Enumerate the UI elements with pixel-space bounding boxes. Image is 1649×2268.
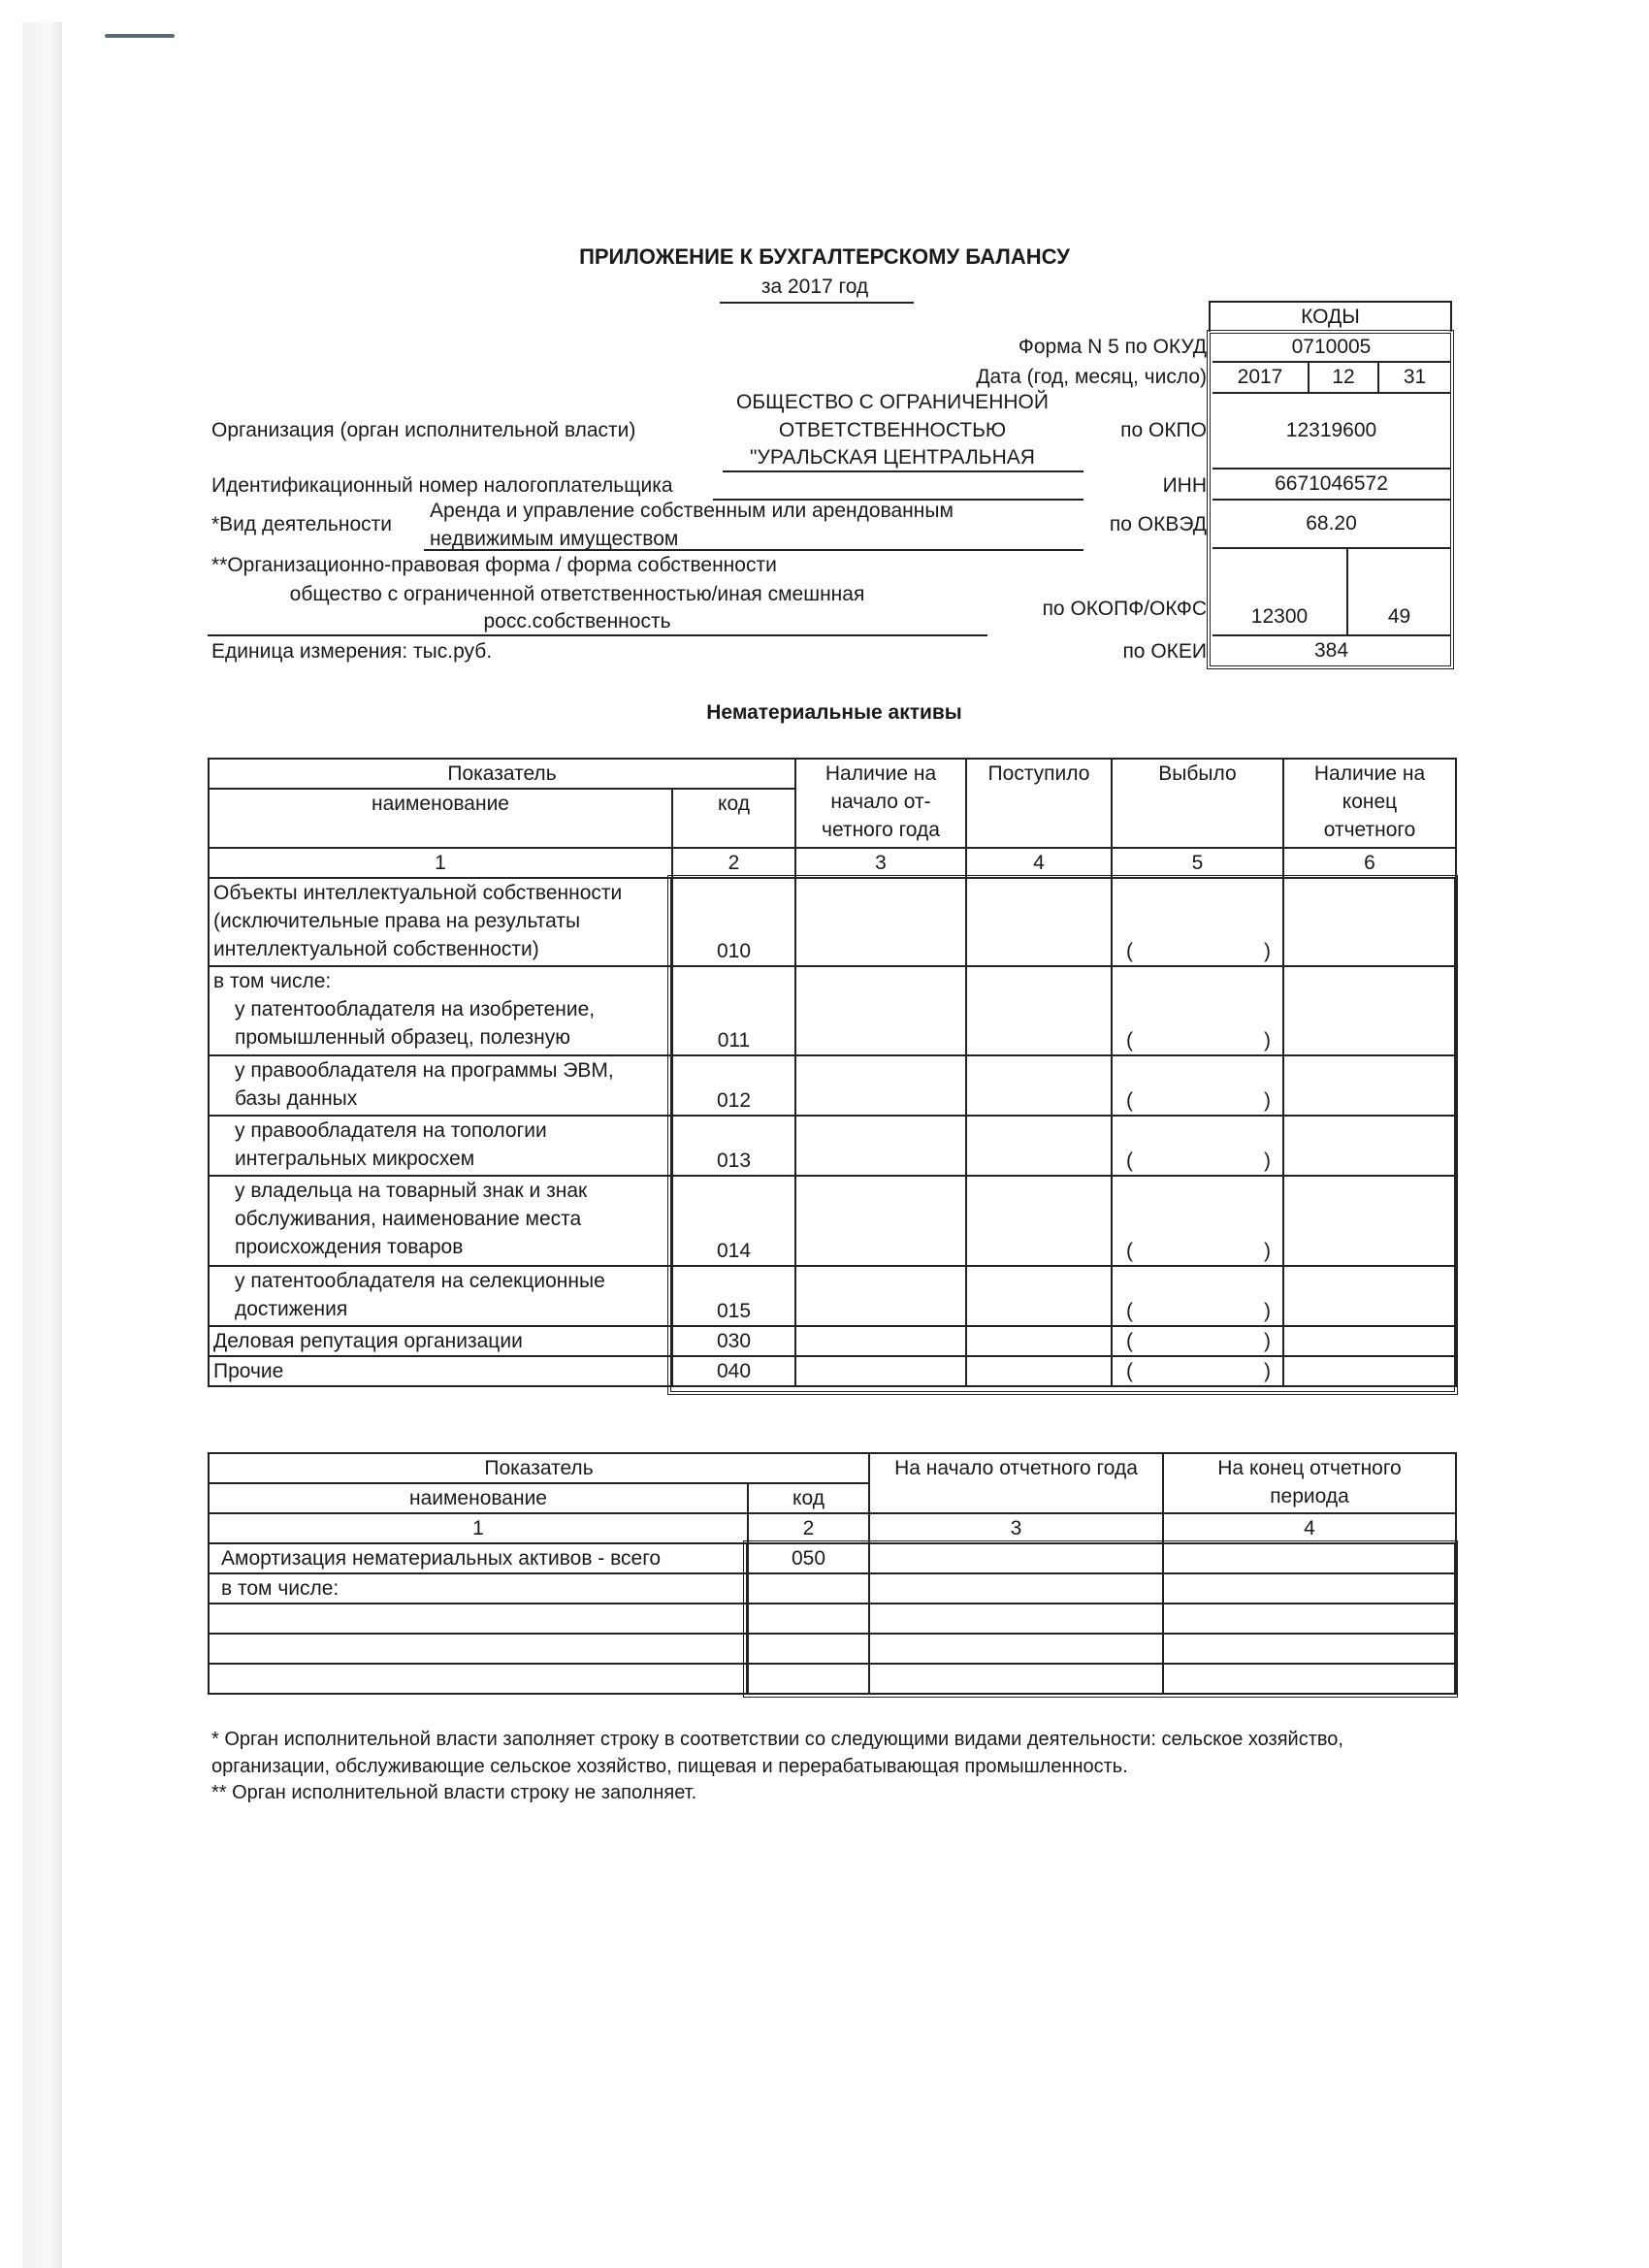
row-code: 013 (672, 1116, 795, 1176)
org-name-line3: "УРАЛЬСКАЯ ЦЕНТРАЛЬНАЯ (750, 446, 1035, 469)
legal-form-label: **Организационно-правовая форма / форма собственности (211, 554, 777, 576)
row-code: 015 (672, 1266, 795, 1326)
row-name (209, 1176, 672, 1266)
row-code[interactable] (748, 1604, 869, 1634)
cell-disposed[interactable] (1112, 1326, 1283, 1356)
col-number: 4 (1163, 1513, 1456, 1543)
page-title: ПРИЛОЖЕНИЕ К БУХГАЛТЕРСКОМУ БАЛАНСУ (579, 244, 1070, 269)
header-indicator: Показатель (209, 1453, 869, 1483)
okfs-value: 49 (1387, 605, 1411, 628)
row-code: 050 (748, 1543, 869, 1573)
okud-code (1212, 334, 1450, 363)
okei-code (1212, 636, 1450, 665)
row-code: 030 (672, 1326, 795, 1356)
row-name: Амортизация нематериальных активов - всего (209, 1543, 748, 1573)
header-end-l2: конец (1342, 791, 1398, 813)
okpo-label: по ОКПО (1120, 419, 1207, 441)
row-name[interactable] (209, 1664, 748, 1694)
header-end-l3: отчетного (1323, 819, 1416, 841)
cell-received[interactable] (966, 1176, 1112, 1266)
amortization-table (208, 1452, 1457, 1695)
row-name-line: у владельца на товарный знак и знак (235, 1180, 588, 1202)
col-number: 1 (209, 1513, 748, 1543)
table-row (209, 1573, 1456, 1604)
cell-end[interactable] (1163, 1604, 1456, 1634)
staple-mark (105, 34, 175, 38)
header-code: код (748, 1483, 869, 1513)
date-label: Дата (год, месяц, число) (976, 366, 1207, 388)
okopf-code (1212, 549, 1348, 636)
row-name-line: происхождения товаров (235, 1236, 464, 1258)
period-underline (720, 302, 914, 304)
cell-start[interactable] (869, 1573, 1163, 1604)
inn-field-label: Идентификационный номер налогоплательщика (211, 474, 673, 497)
cell-start[interactable] (795, 966, 966, 1055)
header-end (1283, 759, 1456, 848)
table-row (209, 878, 1456, 966)
col-number: 2 (672, 848, 795, 878)
header-start (795, 759, 966, 848)
cell-end[interactable] (1283, 1326, 1456, 1356)
row-name-line: обслуживания, наименование места (235, 1208, 582, 1230)
scan-edge-shadow (22, 22, 62, 2268)
cell-start[interactable] (795, 1326, 966, 1356)
header-name: наименование (209, 1483, 748, 1513)
row-name: Прочие (209, 1356, 672, 1386)
org-label: Организация (орган исполнительной власти) (211, 419, 636, 441)
cell-disposed[interactable] (1112, 878, 1283, 966)
org-name-line1: ОБЩЕСТВО С ОГРАНИЧЕННОЙ (736, 391, 1049, 413)
date-day-value: 31 (1403, 366, 1427, 388)
col-number: 2 (748, 1513, 869, 1543)
table-row (209, 1116, 1456, 1176)
table-row (209, 1604, 1456, 1634)
okved-value: 68.20 (1306, 512, 1357, 535)
okud-value: 0710005 (1291, 336, 1372, 358)
col-number: 3 (869, 1513, 1163, 1543)
table-row (209, 1664, 1456, 1694)
okopf-label: по ОКОПФ/ОКФС (1042, 598, 1207, 620)
col-number: 6 (1283, 848, 1456, 878)
col-number: 5 (1112, 848, 1283, 878)
cell-end[interactable] (1283, 1266, 1456, 1326)
col-number: 1 (209, 848, 672, 878)
date-year-value: 2017 (1237, 366, 1283, 388)
row-code (748, 1573, 869, 1604)
activity-label: *Вид деятельности (211, 513, 392, 535)
paren-close: ) (1264, 940, 1271, 962)
header-start-l3: четного года (822, 819, 940, 841)
okpo-code (1212, 394, 1450, 470)
row-code: 014 (672, 1176, 795, 1266)
intangible-assets-table (208, 758, 1457, 1387)
cell-start[interactable] (795, 1116, 966, 1176)
cell-start[interactable] (795, 1266, 966, 1326)
inn-value: 6671046572 (1275, 472, 1388, 495)
header-indicator: Показатель (209, 759, 795, 789)
cell-disposed[interactable] (1112, 1266, 1283, 1326)
paren-close: ) (1264, 1360, 1271, 1382)
okei-value: 384 (1313, 639, 1349, 662)
cell-start[interactable] (869, 1634, 1163, 1664)
section-title: Нематериальные активы (706, 701, 962, 724)
table-row (209, 1266, 1456, 1326)
row-name-line: у патентообладателя на изобретение, (235, 998, 596, 1021)
okopf-value: 12300 (1250, 605, 1309, 628)
okud-label: Форма N 5 по ОКУД (1018, 336, 1207, 358)
row-name-line: достижения (235, 1298, 348, 1320)
row-name (209, 1055, 672, 1116)
cell-start[interactable] (795, 1055, 966, 1116)
cell-end[interactable] (1283, 966, 1456, 1055)
paren-open: ( (1126, 1150, 1133, 1172)
row-name-line: Объекты интеллектуальной собственности (213, 882, 623, 904)
paren-close: ) (1264, 1330, 1271, 1352)
cell-end[interactable] (1283, 1116, 1456, 1176)
table-row (209, 1356, 1456, 1386)
row-name: Деловая репутация организации (209, 1326, 672, 1356)
footnote-1-line2: организации, обслуживающие сельское хозяйство, пищевая и перерабатывающая промышленность. (211, 1756, 1128, 1777)
row-name-line: в том числе: (213, 970, 332, 992)
cell-start[interactable] (869, 1543, 1163, 1573)
legal-form-line1: общество с ограниченной ответственностью/иная смешнная (289, 583, 865, 605)
cell-disposed[interactable] (1112, 1176, 1283, 1266)
header-end (1163, 1453, 1456, 1513)
activity-line1: Аренда и управление собственным или арендованным (430, 500, 954, 522)
cell-end[interactable] (1283, 878, 1456, 966)
paren-open: ( (1126, 940, 1133, 962)
cell-end[interactable] (1163, 1664, 1456, 1694)
cell-received[interactable] (966, 878, 1112, 966)
row-name-line: у правообладателя на топологии (235, 1119, 547, 1142)
row-code[interactable] (748, 1634, 869, 1664)
table-row (209, 1176, 1456, 1266)
activity-underline (424, 549, 1083, 551)
row-code: 012 (672, 1055, 795, 1116)
row-name-line: у патентообладателя на селекционные (235, 1270, 605, 1292)
cell-disposed[interactable] (1112, 1356, 1283, 1386)
row-name (209, 1266, 672, 1326)
cell-end[interactable] (1163, 1573, 1456, 1604)
cell-received[interactable] (966, 1055, 1112, 1116)
paren-open: ( (1126, 1089, 1133, 1112)
row-name: в том числе: (209, 1573, 748, 1604)
paren-close: ) (1264, 1029, 1271, 1052)
cell-start[interactable] (869, 1664, 1163, 1694)
okved-code (1212, 501, 1450, 549)
table-row (209, 1543, 1456, 1573)
row-name-line: (исключительные права на результаты (213, 910, 581, 932)
date-month (1310, 363, 1379, 394)
header-end-l2: периода (1270, 1485, 1349, 1507)
cell-received[interactable] (966, 1356, 1112, 1386)
row-name (209, 1116, 672, 1176)
table-row (209, 1055, 1456, 1116)
cell-start[interactable] (795, 1176, 966, 1266)
cell-end[interactable] (1163, 1634, 1456, 1664)
cell-start[interactable] (795, 1356, 966, 1386)
row-name-line: у правообладателя на программы ЭВМ, (235, 1059, 614, 1082)
cell-disposed[interactable] (1112, 1055, 1283, 1116)
cell-end[interactable] (1283, 1176, 1456, 1266)
codes-header (1209, 301, 1452, 332)
paren-open: ( (1126, 1240, 1133, 1262)
date-year (1212, 363, 1310, 394)
col-number: 4 (966, 848, 1112, 878)
header-end-l1: Наличие на (1313, 762, 1426, 785)
activity-line2: недвижимым имуществом (430, 528, 679, 550)
org-name-line2: ОТВЕТСТВЕННОСТЬЮ (778, 419, 1007, 441)
date-month-value: 12 (1332, 366, 1355, 388)
header-start-l2: начало от- (830, 791, 931, 813)
table-row (209, 1326, 1456, 1356)
cell-disposed[interactable] (1112, 966, 1283, 1055)
table-row (209, 966, 1456, 1055)
row-code: 040 (672, 1356, 795, 1386)
cell-received[interactable] (966, 1326, 1112, 1356)
legal-form-underline (208, 634, 987, 636)
row-name (209, 966, 672, 1055)
footnote-1-line1: * Орган исполнительной власти заполняет строку в соответствии со следующими видами деятельности: сельское хозяйство, (211, 1729, 1343, 1750)
codes-header-label: КОДЫ (1301, 306, 1360, 328)
row-name[interactable] (209, 1634, 748, 1664)
cell-end[interactable] (1163, 1543, 1456, 1573)
date-day (1379, 363, 1450, 394)
col-number: 3 (795, 848, 966, 878)
header-name: наименование (209, 789, 672, 848)
paren-close: ) (1264, 1240, 1271, 1262)
cell-received[interactable] (966, 1116, 1112, 1176)
paren-close: ) (1264, 1150, 1271, 1172)
paren-open: ( (1126, 1330, 1133, 1352)
header-code: код (672, 789, 795, 848)
row-code: 010 (672, 878, 795, 966)
cell-disposed[interactable] (1112, 1116, 1283, 1176)
header-disposed: Выбыло (1112, 759, 1283, 848)
table-row (209, 1634, 1456, 1664)
row-name[interactable] (209, 1604, 748, 1634)
report-period: за 2017 год (760, 275, 869, 298)
inn-code (1212, 470, 1450, 501)
row-name-line: интеллектуальной собственности) (213, 938, 539, 960)
row-name-line: базы данных (235, 1087, 358, 1110)
cell-received[interactable] (966, 966, 1112, 1055)
paren-open: ( (1126, 1300, 1133, 1322)
header-start: На начало отчетного года (869, 1453, 1163, 1513)
okfs-code (1348, 549, 1450, 636)
header-end-l1: На конец отчетного (1217, 1457, 1402, 1479)
cell-received[interactable] (966, 1266, 1112, 1326)
row-name-line: промышленный образец, полезную (235, 1026, 571, 1049)
cell-end[interactable] (1283, 1055, 1456, 1116)
cell-start[interactable] (869, 1604, 1163, 1634)
paren-open: ( (1126, 1360, 1133, 1382)
legal-form-line2: росс.собственность (483, 610, 671, 632)
paren-close: ) (1264, 1089, 1271, 1112)
header-received: Поступило (966, 759, 1112, 848)
okpo-value: 12319600 (1285, 419, 1377, 441)
unit-label: Единица измерения: тыс.руб. (211, 640, 493, 663)
inn-label: ИНН (1162, 474, 1207, 497)
footnote-2: ** Орган исполнительной власти строку не заполняет. (211, 1782, 697, 1803)
row-code[interactable] (748, 1664, 869, 1694)
paren-open: ( (1126, 1029, 1133, 1052)
paren-close: ) (1264, 1300, 1271, 1322)
okved-label: по ОКВЭД (1109, 513, 1207, 535)
okei-label: по ОКЕИ (1122, 640, 1207, 663)
header-start-l1: Наличие на (824, 762, 937, 785)
org-underline (723, 470, 1083, 472)
row-code: 011 (672, 966, 795, 1055)
cell-start[interactable] (795, 878, 966, 966)
cell-end[interactable] (1283, 1356, 1456, 1386)
row-name (209, 878, 672, 966)
row-name-line: интегральных микросхем (235, 1148, 475, 1170)
